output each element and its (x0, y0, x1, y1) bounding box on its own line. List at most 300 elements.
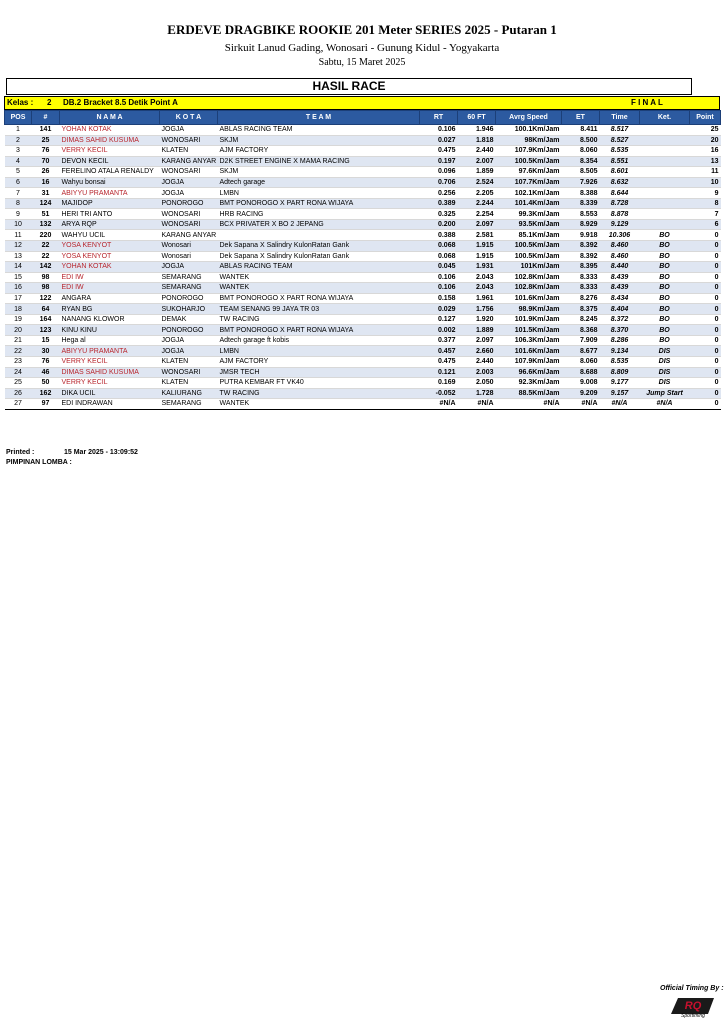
cell-speed: 100.5Km/Jam (496, 156, 562, 167)
table-row (5, 156, 721, 167)
cell-pos: 18 (5, 304, 32, 315)
cell-team: Adtech garage (218, 177, 420, 188)
cell-ft: 2.244 (458, 198, 496, 209)
cell-no: 22 (32, 241, 60, 252)
cell-time: 8.439 (600, 283, 640, 294)
cell-name: Hega al (60, 335, 160, 346)
cell-kota: JOGJA (160, 125, 218, 136)
printed-stamp (6, 449, 138, 456)
official-timing-label: Official Timing By : (660, 985, 724, 992)
cell-et: 8.276 (562, 293, 600, 304)
cell-rt: 0.121 (420, 367, 458, 378)
cell-speed: 102.1Km/Jam (496, 188, 562, 199)
cell-ft: 2.007 (458, 156, 496, 167)
table-row (5, 272, 721, 283)
cell-rt: 0.158 (420, 293, 458, 304)
cell-ft: 1.728 (458, 388, 496, 399)
cell-team: TW RACING (218, 388, 420, 399)
table-row (5, 304, 721, 315)
cell-team: D2K STREET ENGINE X MAMA RACING (218, 156, 420, 167)
cell-team: Adtech garage ft kobis (218, 335, 420, 346)
cell-time: 8.370 (600, 325, 640, 336)
cell-kota: JOGJA (160, 177, 218, 188)
cell-team: TW RACING (218, 314, 420, 325)
class-number: 2 (47, 98, 52, 107)
table-row (5, 399, 721, 410)
cell-speed: 96.6Km/Jam (496, 367, 562, 378)
cell-time: 8.439 (600, 272, 640, 283)
cell-point: 0 (690, 230, 721, 241)
cell-et: 8.411 (562, 125, 600, 136)
table-row (5, 135, 721, 146)
cell-ft: 2.254 (458, 209, 496, 220)
cell-ket: DIS (640, 346, 690, 357)
cell-rt: 0.002 (420, 325, 458, 336)
cell-ft: 2.003 (458, 367, 496, 378)
cell-name: WAHYU UCIL (60, 230, 160, 241)
cell-name: YOHAN KOTAK (60, 125, 160, 136)
cell-speed: 107.9Km/Jam (496, 146, 562, 157)
cell-point: 0 (690, 304, 721, 315)
cell-ket: BO (640, 335, 690, 346)
cell-no: 70 (32, 156, 60, 167)
cell-ket: DIS (640, 357, 690, 368)
cell-time: 9.134 (600, 346, 640, 357)
cell-point: 0 (690, 325, 721, 336)
cell-no: 123 (32, 325, 60, 336)
cell-et: 8.392 (562, 251, 600, 262)
cell-point: 0 (690, 262, 721, 273)
cell-rt: 0.106 (420, 272, 458, 283)
cell-kota: SEMARANG (160, 272, 218, 283)
cell-team: WANTEK (218, 283, 420, 294)
cell-time: 8.535 (600, 357, 640, 368)
cell-ft: 2.581 (458, 230, 496, 241)
table-row (5, 388, 721, 399)
cell-time: 8.632 (600, 177, 640, 188)
cell-speed: #N/A (496, 399, 562, 410)
cell-team: WANTEK (218, 399, 420, 410)
cell-team: BMT PONOROGO X PART RONA WIJAYA (218, 293, 420, 304)
cell-pos: 22 (5, 346, 32, 357)
cell-rt: 0.377 (420, 335, 458, 346)
cell-kota: WONOSARI (160, 167, 218, 178)
cell-speed: 93.5Km/Jam (496, 219, 562, 230)
cell-kota: KARANG ANYAR (161, 231, 217, 239)
cell-et: 8.060 (562, 357, 600, 368)
cell-pos: 26 (5, 388, 32, 399)
cell-time: 8.372 (600, 314, 640, 325)
table-row (5, 167, 721, 178)
cell-point: 0 (690, 388, 721, 399)
cell-point: 0 (690, 272, 721, 283)
cell-ft: 1.946 (458, 125, 496, 136)
cell-ft: 1.961 (458, 293, 496, 304)
cell-ft: 1.931 (458, 262, 496, 273)
cell-et: 8.500 (562, 135, 600, 146)
cell-no: 98 (32, 283, 60, 294)
cell-team: BCX PRIVATER X BO 2 JEPANG (218, 219, 420, 230)
cell-ket (640, 209, 690, 220)
cell-speed: 107.7Km/Jam (496, 177, 562, 188)
cell-point: 25 (690, 125, 721, 136)
cell-no: 164 (32, 314, 60, 325)
table-row (5, 357, 721, 368)
cell-ket (640, 198, 690, 209)
cell-time: 8.644 (600, 188, 640, 199)
cell-no: 220 (32, 230, 60, 241)
cell-speed: 100.1Km/Jam (496, 125, 562, 136)
cell-point: 20 (690, 135, 721, 146)
cell-speed: 98.9Km/Jam (496, 304, 562, 315)
logo-subtext: Sportiming (681, 1013, 705, 1018)
cell-pos: 2 (5, 135, 32, 146)
table-row (5, 177, 721, 188)
race-banner: HASIL RACE (6, 78, 692, 95)
cell-team: LMBN (218, 346, 420, 357)
cell-et: 8.505 (562, 167, 600, 178)
cell-ft: 2.043 (458, 272, 496, 283)
cell-name: DIKA UCIL (60, 388, 160, 399)
date-line: Sabtu, 15 Maret 2025 (318, 57, 406, 68)
cell-speed: 99.3Km/Jam (496, 209, 562, 220)
cell-no: 76 (32, 146, 60, 157)
cell-rt: 0.388 (420, 230, 458, 241)
cell-time: 8.460 (600, 251, 640, 262)
cell-ket: BO (640, 262, 690, 273)
cell-no: 64 (32, 304, 60, 315)
cell-no: 76 (32, 357, 60, 368)
cell-pos: 11 (5, 230, 32, 241)
cell-rt: 0.096 (420, 167, 458, 178)
col-ket: Ket. (640, 111, 690, 125)
cell-no: 98 (32, 272, 60, 283)
cell-team: PUTRA KEMBAR FT VK40 (218, 378, 420, 389)
cell-speed: 85.1Km/Jam (496, 230, 562, 241)
cell-speed: 92.3Km/Jam (496, 378, 562, 389)
cell-speed: 102.8Km/Jam (496, 283, 562, 294)
table-row (5, 146, 721, 157)
cell-ket: BO (640, 325, 690, 336)
cell-kota: KARANG ANYAR (161, 157, 217, 165)
cell-name: ARYA RQP (60, 219, 160, 230)
cell-pos: 5 (5, 167, 32, 178)
timing-logo (668, 994, 718, 1018)
cell-speed: 88.5Km/Jam (496, 388, 562, 399)
cell-pos: 13 (5, 251, 32, 262)
table-row (5, 346, 721, 357)
cell-speed: 106.3Km/Jam (496, 335, 562, 346)
cell-pos: 21 (5, 335, 32, 346)
cell-ket: DIS (640, 367, 690, 378)
cell-ket: BO (640, 230, 690, 241)
cell-pos: 10 (5, 219, 32, 230)
cell-name: DIMAS SAHID KUSUMA (60, 135, 160, 146)
cell-team: TEAM SENANG 99 JAYA TR 03 (218, 304, 420, 315)
cell-name: NANANG KLOWOR (60, 314, 160, 325)
table-row (5, 198, 721, 209)
cell-name: HERI TRI ANTO (60, 209, 160, 220)
cell-name: EDI INDRAWAN (60, 399, 160, 410)
cell-speed: 107.9Km/Jam (496, 357, 562, 368)
cell-ft: 2.440 (458, 357, 496, 368)
cell-team (218, 230, 420, 241)
cell-rt: 0.197 (420, 156, 458, 167)
cell-time: 8.404 (600, 304, 640, 315)
cell-ft: 2.097 (458, 219, 496, 230)
table-row (5, 293, 721, 304)
cell-point: 0 (690, 251, 721, 262)
col-rt: RT (420, 111, 458, 125)
cell-point: 9 (690, 188, 721, 199)
cell-speed: 101.6Km/Jam (496, 346, 562, 357)
cell-ft: 2.524 (458, 177, 496, 188)
cell-speed: 101.9Km/Jam (496, 314, 562, 325)
cell-team: SKJM (218, 135, 420, 146)
cell-no: 46 (32, 367, 60, 378)
cell-ft: 1.756 (458, 304, 496, 315)
class-bar (4, 96, 720, 110)
cell-speed: 101Km/Jam (496, 262, 562, 273)
cell-rt: 0.106 (420, 125, 458, 136)
cell-time: 9.129 (600, 219, 640, 230)
event-title: ERDEVE DRAGBIKE ROOKIE 201 Meter SERIES 2025 - Putaran 1 (167, 22, 557, 37)
cell-team: ABLAS RACING TEAM (218, 262, 420, 273)
cell-time: 8.878 (600, 209, 640, 220)
cell-rt: 0.475 (420, 146, 458, 157)
cell-time: 8.460 (600, 241, 640, 252)
results-body (5, 125, 721, 410)
cell-point: 0 (690, 335, 721, 346)
cell-pos: 23 (5, 357, 32, 368)
cell-ket: BO (640, 293, 690, 304)
cell-ft: 1.915 (458, 241, 496, 252)
cell-point: 0 (690, 293, 721, 304)
cell-kota: SEMARANG (160, 399, 218, 410)
cell-pos: 19 (5, 314, 32, 325)
cell-et: 8.929 (562, 219, 600, 230)
cell-point: 0 (690, 367, 721, 378)
cell-point: 0 (690, 378, 721, 389)
cell-point: 7 (690, 209, 721, 220)
cell-no: 16 (32, 177, 60, 188)
cell-name: EDI IW (60, 272, 160, 283)
cell-name: ABIYYU PRAMANTA (60, 346, 160, 357)
cell-et: 8.060 (562, 146, 600, 157)
table-header-row (5, 111, 721, 125)
cell-ket: BO (640, 304, 690, 315)
cell-kota: WONOSARI (160, 219, 218, 230)
cell-name: Wahyu bonsai (60, 177, 160, 188)
cell-et: 9.008 (562, 378, 600, 389)
venue-line: Sirkuit Lanud Gading, Wonosari - Gunung Kidul - Yogyakarta (224, 42, 500, 54)
cell-rt: 0.127 (420, 314, 458, 325)
cell-team: Dek Sapana X Salindry KulonRatan Gank (218, 251, 420, 262)
cell-point: 0 (690, 283, 721, 294)
cell-ket (640, 177, 690, 188)
cell-pos: 14 (5, 262, 32, 273)
cell-et: 7.926 (562, 177, 600, 188)
cell-pos: 9 (5, 209, 32, 220)
cell-no: 122 (32, 293, 60, 304)
cell-time: 8.517 (600, 125, 640, 136)
cell-time: 10.306 (600, 230, 640, 241)
cell-no: 132 (32, 219, 60, 230)
cell-et: 8.333 (562, 283, 600, 294)
col-team: T E A M (218, 111, 420, 125)
cell-ket (640, 135, 690, 146)
cell-team: ABLAS RACING TEAM (218, 125, 420, 136)
cell-team: BMT PONOROGO X PART RONA WIJAYA (218, 325, 420, 336)
logo-text: RQ (684, 1000, 702, 1012)
cell-kota: JOGJA (160, 262, 218, 273)
cell-ft: 1.889 (458, 325, 496, 336)
table-row (5, 367, 721, 378)
cell-kota: WONOSARI (160, 135, 218, 146)
cell-speed: 101.5Km/Jam (496, 325, 562, 336)
col-number: # (32, 111, 60, 125)
cell-rt: 0.045 (420, 262, 458, 273)
cell-ket: BO (640, 314, 690, 325)
cell-kota: Wonosari (160, 241, 218, 252)
cell-time: 8.551 (600, 156, 640, 167)
cell-ket (640, 167, 690, 178)
cell-point: 0 (690, 346, 721, 357)
cell-ket: BO (640, 251, 690, 262)
cell-pos: 6 (5, 177, 32, 188)
cell-rt: 0.457 (420, 346, 458, 357)
cell-team: BMT PONOROGO X PART RONA WIJAYA (218, 198, 420, 209)
cell-point: 16 (690, 146, 721, 157)
col-et: ET (562, 111, 600, 125)
cell-pos: 27 (5, 399, 32, 410)
table-row (5, 241, 721, 252)
cell-ket (640, 125, 690, 136)
cell-no: 124 (32, 198, 60, 209)
table-row (5, 251, 721, 262)
cell-pos: 20 (5, 325, 32, 336)
cell-no: 162 (32, 388, 60, 399)
cell-name: VERRY KECIL (60, 378, 160, 389)
cell-no: 141 (32, 125, 60, 136)
cell-no: 30 (32, 346, 60, 357)
cell-rt: -0.052 (420, 388, 458, 399)
cell-speed: 102.8Km/Jam (496, 272, 562, 283)
cell-et: 8.688 (562, 367, 600, 378)
cell-kota: PONOROGO (160, 325, 218, 336)
cell-et: 8.375 (562, 304, 600, 315)
cell-point: 10 (690, 177, 721, 188)
cell-rt: 0.029 (420, 304, 458, 315)
table-row (5, 378, 721, 389)
cell-ket: BO (640, 241, 690, 252)
cell-time: #N/A (600, 399, 640, 410)
cell-team: AJM FACTORY (218, 146, 420, 157)
cell-kota: KALIURANG (160, 388, 218, 399)
cell-kota: PONOROGO (160, 293, 218, 304)
cell-rt: 0.389 (420, 198, 458, 209)
table-row (5, 230, 721, 241)
cell-name: RYAN BG (60, 304, 160, 315)
cell-name: ABIYYU PRAMANTA (60, 188, 160, 199)
cell-pos: 17 (5, 293, 32, 304)
cell-ft: 2.097 (458, 335, 496, 346)
class-name: DB.2 Bracket 8.5 Detik Point A (63, 98, 178, 107)
cell-ket: Jump Start (640, 388, 690, 399)
col-point: Point (690, 111, 721, 125)
cell-kota: JOGJA (160, 346, 218, 357)
cell-rt: 0.106 (420, 283, 458, 294)
cell-ket: BO (640, 272, 690, 283)
cell-et: 7.909 (562, 335, 600, 346)
cell-name: VERRY KECIL (60, 357, 160, 368)
col-speed: Avrg Speed (496, 111, 562, 125)
cell-name: EDI IW (60, 283, 160, 294)
cell-point: 11 (690, 167, 721, 178)
cell-et: 8.388 (562, 188, 600, 199)
cell-name: YOHAN KOTAK (60, 262, 160, 273)
cell-no: 31 (32, 188, 60, 199)
table-row (5, 325, 721, 336)
cell-ket: BO (640, 283, 690, 294)
cell-rt: 0.068 (420, 251, 458, 262)
cell-kota: KLATEN (160, 378, 218, 389)
cell-point: 8 (690, 198, 721, 209)
cell-point: 13 (690, 156, 721, 167)
cell-rt: #N/A (420, 399, 458, 410)
cell-kota: SUKOHARJO (160, 304, 218, 315)
cell-ket: DIS (640, 378, 690, 389)
cell-point: 0 (690, 314, 721, 325)
col-60ft: 60 FT (458, 111, 496, 125)
cell-speed: 101.4Km/Jam (496, 198, 562, 209)
cell-point: 6 (690, 219, 721, 230)
table-row (5, 314, 721, 325)
cell-team: SKJM (218, 167, 420, 178)
table-row (5, 335, 721, 346)
cell-ft: 2.205 (458, 188, 496, 199)
cell-speed: 97.6Km/Jam (496, 167, 562, 178)
cell-no: 97 (32, 399, 60, 410)
cell-ket (640, 219, 690, 230)
cell-ft: 2.043 (458, 283, 496, 294)
cell-no: 50 (32, 378, 60, 389)
cell-team: WANTEK (218, 272, 420, 283)
cell-team: JMSR TECH (218, 367, 420, 378)
cell-kota: DEMAK (160, 314, 218, 325)
table-row (5, 188, 721, 199)
cell-et: 8.339 (562, 198, 600, 209)
cell-speed: 100.5Km/Jam (496, 251, 562, 262)
cell-et: 8.395 (562, 262, 600, 273)
cell-kota: KLATEN (160, 357, 218, 368)
cell-pos: 4 (5, 156, 32, 167)
cell-point: 0 (690, 399, 721, 410)
cell-rt: 0.475 (420, 357, 458, 368)
cell-rt: 0.706 (420, 177, 458, 188)
cell-time: 8.527 (600, 135, 640, 146)
cell-et: 8.553 (562, 209, 600, 220)
cell-et: #N/A (562, 399, 600, 410)
cell-point: 0 (690, 241, 721, 252)
cell-et: 8.368 (562, 325, 600, 336)
cell-no: 142 (32, 262, 60, 273)
class-label: Kelas : (7, 98, 34, 107)
cell-et: 9.918 (562, 230, 600, 241)
cell-no: 26 (32, 167, 60, 178)
cell-team: LMBN (218, 188, 420, 199)
cell-pos: 15 (5, 272, 32, 283)
